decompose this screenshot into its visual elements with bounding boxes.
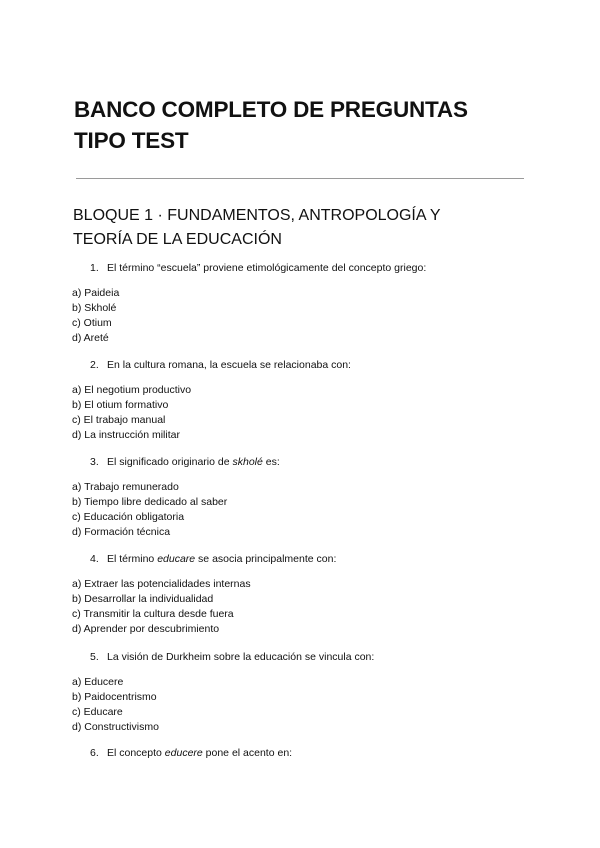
answer-option: b) Desarrollar la individualidad <box>72 593 214 605</box>
question-stem-term: educere <box>164 747 203 759</box>
answer-option: d) Aprender por descubrimiento <box>72 623 220 635</box>
section-title-line-2: TEORÍA DE LA EDUCACIÓN <box>73 231 282 248</box>
answer-option: a) El negotium productivo <box>72 384 192 396</box>
answer-options <box>72 383 191 443</box>
answer-option: c) Educación obligatoria <box>72 511 185 523</box>
question-stem-text: El significado originario de <box>107 456 233 468</box>
answer-option: a) Trabajo remunerado <box>72 481 179 493</box>
answer-option: a) Educere <box>72 676 124 688</box>
question-stem-text: En la cultura romana, la escuela se relacionaba con: <box>107 359 351 371</box>
question-stem <box>90 746 292 760</box>
answer-option: a) Extraer las potencialidades internas <box>72 578 251 590</box>
question-stem-text: pone el acento en: <box>202 747 293 759</box>
document-title-line-1: BANCO COMPLETO DE PREGUNTAS <box>74 97 468 122</box>
answer-option: b) Skholé <box>72 302 117 314</box>
answer-option: c) Educare <box>72 706 123 718</box>
question-stem-text: es: <box>262 456 280 468</box>
section-title-line-1: BLOQUE 1 · FUNDAMENTOS, ANTROPOLOGÍA Y <box>73 207 441 224</box>
title-divider <box>76 178 524 179</box>
answer-option: d) Areté <box>72 332 109 344</box>
answer-option: d) Constructivismo <box>72 721 159 733</box>
question-number: 5. <box>90 651 99 663</box>
question-stem-text: El término <box>107 553 158 565</box>
answer-option: b) Tiempo libre dedicado al saber <box>72 496 228 508</box>
question-number: 1. <box>90 262 99 274</box>
answer-option: b) Paidocentrismo <box>72 691 157 703</box>
answer-options <box>72 480 227 540</box>
answer-option: d) Formación técnica <box>72 526 171 538</box>
answer-option: d) La instrucción militar <box>72 429 180 441</box>
answer-options <box>72 577 251 637</box>
question-stem <box>90 358 351 372</box>
question-number: 6. <box>90 747 99 759</box>
question-stem <box>90 261 426 275</box>
answer-option: c) El trabajo manual <box>72 414 166 426</box>
question-number: 4. <box>90 553 99 565</box>
question-number: 3. <box>90 456 99 468</box>
document-title-line-2: TIPO TEST <box>74 128 189 153</box>
question-stem-text: La visión de Durkheim sobre la educación se vincula con: <box>107 651 375 663</box>
question-stem <box>90 455 280 469</box>
question-number: 2. <box>90 359 99 371</box>
question-stem-term: educare <box>157 553 196 565</box>
answer-options <box>72 675 159 735</box>
question-stem-text: El término “escuela” proviene etimológicamente del concepto griego: <box>107 262 427 274</box>
question-stem <box>90 650 374 664</box>
question-stem <box>90 552 336 566</box>
question-stem-text: El concepto <box>107 747 165 759</box>
answer-option: c) Otium <box>72 317 112 329</box>
answer-option: c) Transmitir la cultura desde fuera <box>72 608 234 620</box>
answer-option: a) Paideia <box>72 287 120 299</box>
section-title <box>73 204 543 252</box>
answer-option: b) El otium formativo <box>72 399 169 411</box>
answer-options <box>72 286 119 346</box>
question-stem-term: skholé <box>232 456 263 468</box>
document-title <box>74 94 554 156</box>
question-stem-text: se asocia principalmente con: <box>195 553 337 565</box>
